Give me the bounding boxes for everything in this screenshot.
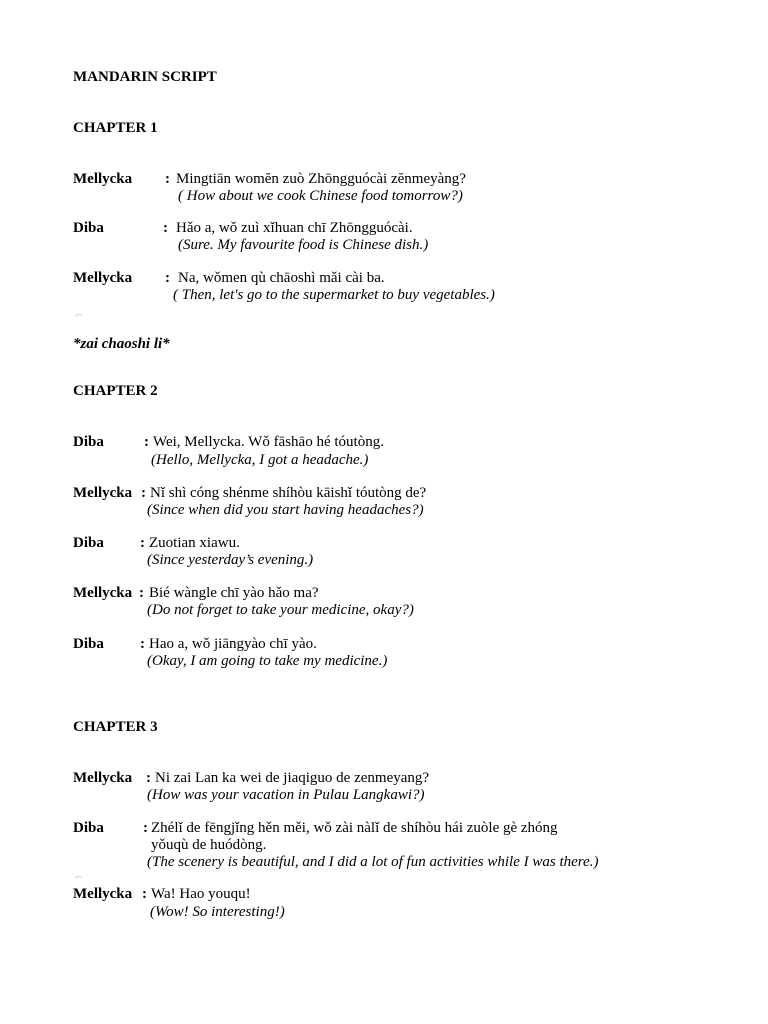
- speaker-colon: :: [141, 485, 146, 501]
- translation-line: (The scenery is beautiful, and I did a lot of fun activities while I was there.): [147, 854, 599, 870]
- speaker-colon: :: [146, 770, 151, 786]
- speaker-colon: :: [165, 270, 170, 286]
- pinyin-line-continued: yǒuqù de huódòng.: [151, 837, 267, 853]
- translation-line: ( Then, let's go to the supermarket to buy vegetables.): [173, 287, 495, 303]
- translation-line: (Hello, Mellycka, I got a headache.): [151, 452, 369, 468]
- speaker-name: Diba: [73, 820, 104, 836]
- translation-line: (Sure. My favourite food is Chinese dish.): [178, 237, 429, 253]
- scene-direction: *zai chaoshi li*: [73, 336, 170, 352]
- speaker-name: Mellycka: [73, 585, 133, 601]
- translation-line: (Since yesterday’s evening.): [147, 552, 314, 568]
- pinyin-line: Wa! Hao youqu!: [151, 886, 251, 902]
- faint-mark: ⤺: [75, 872, 83, 882]
- faint-mark: ⤺: [75, 310, 83, 320]
- pinyin-line: Wei, Mellycka. Wǒ fāshāo hé tóutòng.: [153, 434, 384, 450]
- speaker-name: Mellycka: [73, 270, 133, 286]
- speaker-name: Mellycka: [73, 485, 133, 501]
- translation-line: (Okay, I am going to take my medicine.): [147, 653, 388, 669]
- pinyin-line: Bié wàngle chī yào hǎo ma?: [149, 585, 319, 601]
- speaker-name: Mellycka: [73, 886, 133, 902]
- translation-line: ( How about we cook Chinese food tomorrow?): [178, 188, 463, 204]
- pinyin-line: Ni zai Lan ka wei de jiaqiguo de zenmeyang?: [155, 770, 430, 786]
- pinyin-line: Nǐ shì cóng shénme shíhòu kāishǐ tóutòng de?: [150, 485, 427, 501]
- pinyin-line: Hao a, wǒ jiāngyào chī yào.: [149, 636, 317, 652]
- speaker-colon: :: [165, 171, 170, 187]
- speaker-name: Mellycka: [73, 171, 133, 187]
- translation-line: (Wow! So interesting!): [150, 904, 285, 920]
- translation-line: (Do not forget to take your medicine, okay?): [147, 602, 414, 618]
- translation-line: (How was your vacation in Pulau Langkawi?): [147, 787, 425, 803]
- speaker-name: Mellycka: [73, 770, 133, 786]
- speaker-colon: :: [144, 434, 149, 450]
- pinyin-line: Mingtiān womĕn zuò Zhōngguócài zĕnmeyàng?: [176, 171, 466, 187]
- speaker-colon: :: [163, 220, 168, 236]
- document-title: MANDARIN SCRIPT: [73, 69, 217, 85]
- speaker-colon: :: [140, 636, 145, 652]
- speaker-name: Diba: [73, 636, 104, 652]
- pinyin-line: Hǎo a, wǒ zuì xǐhuan chī Zhōngguócài.: [176, 220, 413, 236]
- pinyin-line: Na, wǒmen qù chāoshì mǎi cài ba.: [178, 270, 385, 286]
- speaker-name: Diba: [73, 434, 104, 450]
- speaker-colon: :: [142, 886, 147, 902]
- speaker-colon: :: [140, 535, 145, 551]
- speaker-colon: :: [143, 820, 148, 836]
- chapter-3-heading: CHAPTER 3: [73, 719, 158, 735]
- translation-line: (Since when did you start having headaches?): [147, 502, 424, 518]
- chapter-1-heading: CHAPTER 1: [73, 120, 158, 136]
- speaker-colon: :: [139, 585, 144, 601]
- speaker-name: Diba: [73, 220, 104, 236]
- speaker-name: Diba: [73, 535, 104, 551]
- pinyin-line: Zuotian xiawu.: [149, 535, 240, 551]
- pinyin-line: Zhélǐ de fēngjǐng hěn měi, wǒ zài nàlǐ de shíhòu hái zuòle gè zhóng: [151, 820, 558, 836]
- chapter-2-heading: CHAPTER 2: [73, 383, 158, 399]
